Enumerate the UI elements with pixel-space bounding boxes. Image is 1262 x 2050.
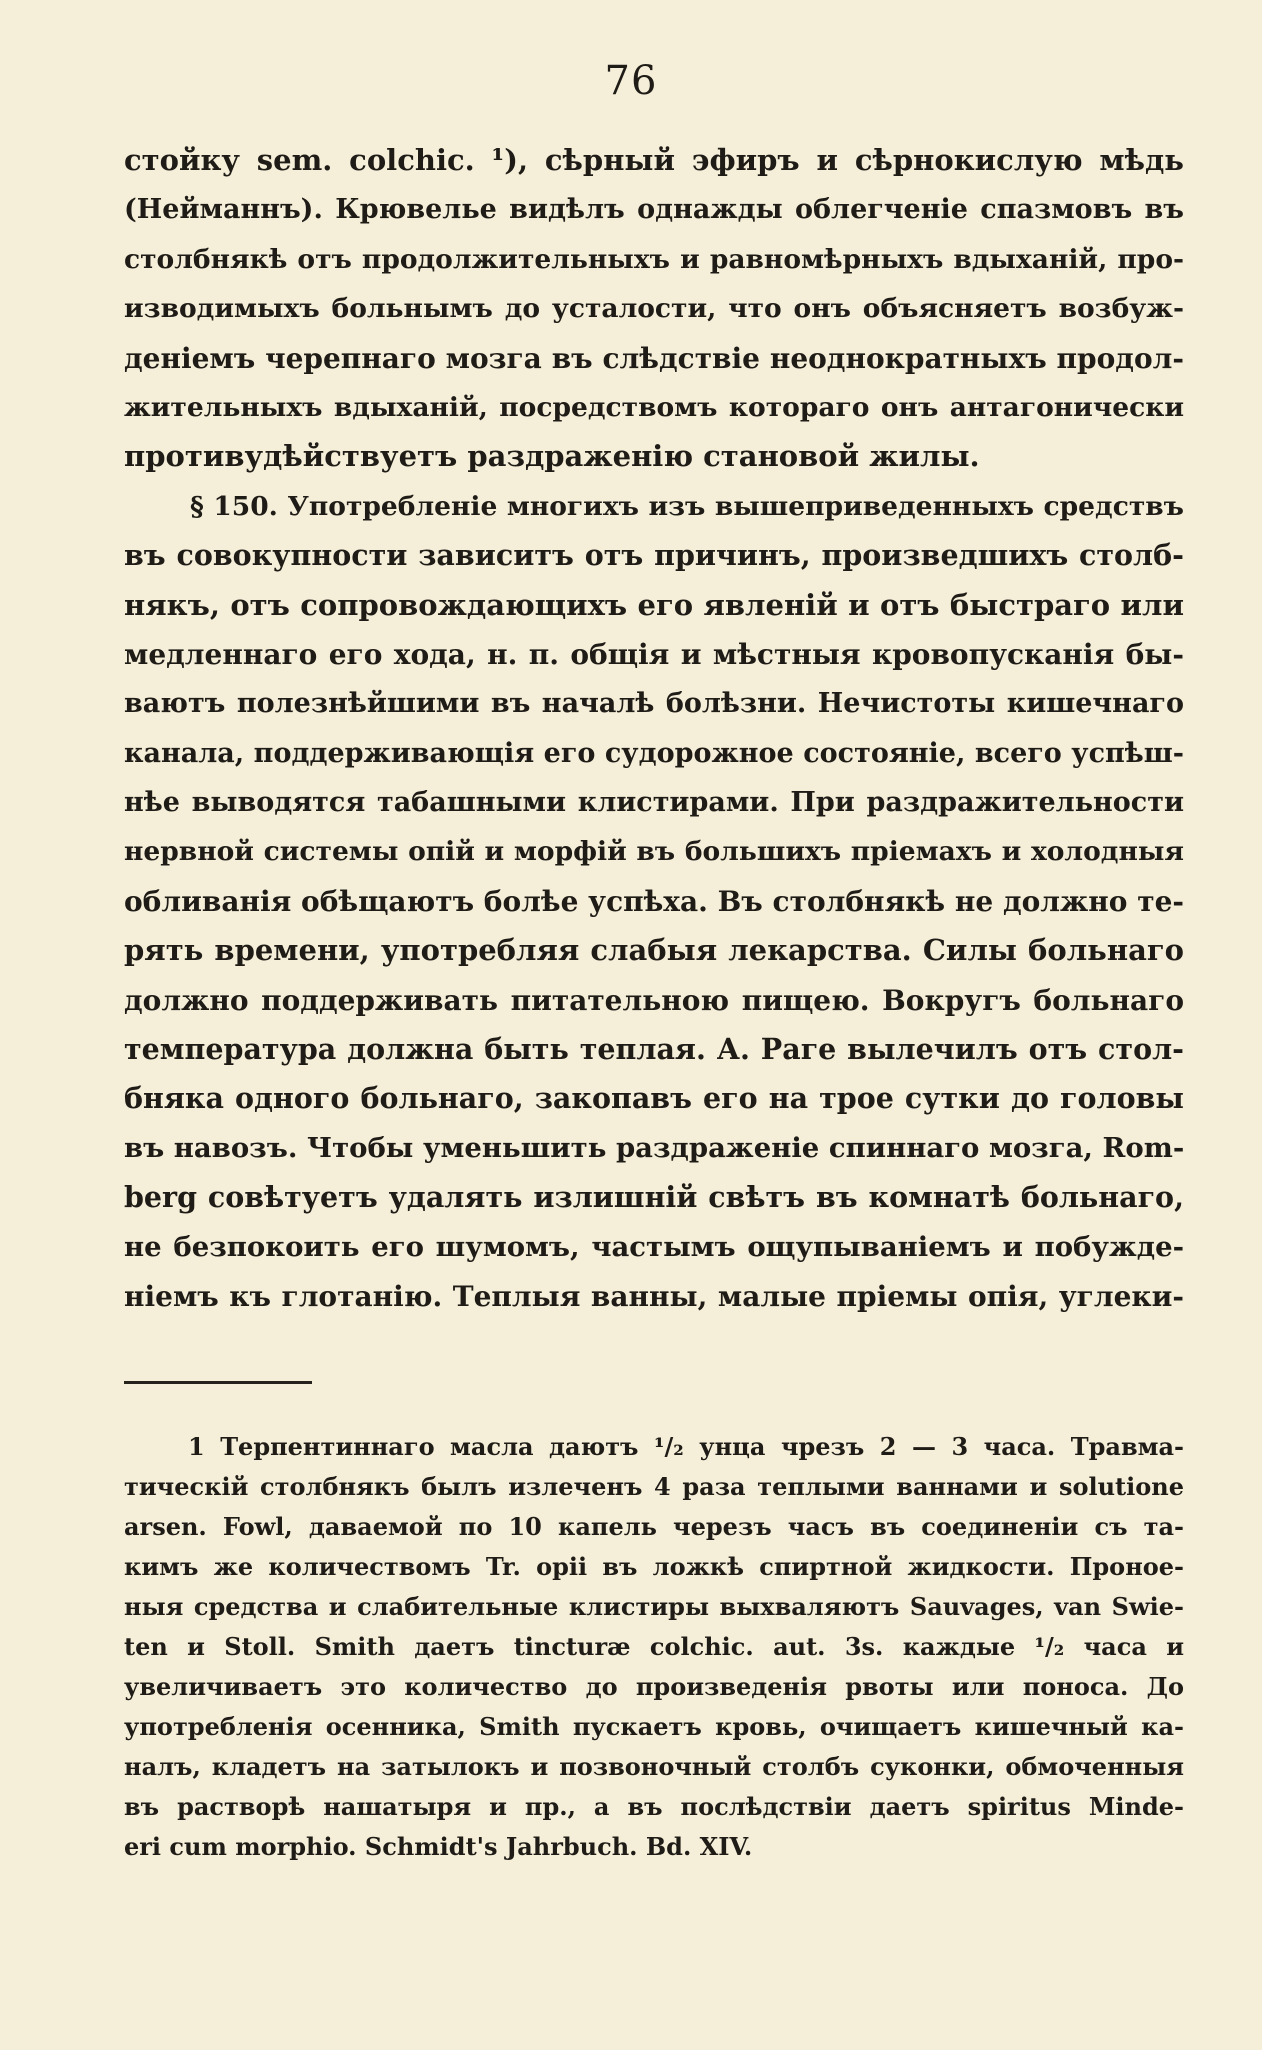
footnote-line: употребленія осенника, Smith пускаетъ кровь, очищаетъ кишечный ка-: [124, 1712, 1184, 1741]
text-line: должно поддерживать питательною пищею. Вокругъ больнаго: [124, 983, 1184, 1017]
text-line: въ совокупности зависитъ отъ причинъ, произведшихъ столб-: [124, 538, 1184, 573]
footnote-line: увеличиваетъ это количество до произведенія рвоты или поноса. До: [124, 1672, 1184, 1701]
footnote-line: кимъ же количествомъ Tr. opii въ ложкѣ спиртной жидкости. Проное-: [124, 1552, 1184, 1581]
footnote-line: eri cum morphio. Schmidt's Jahrbuch. Bd. XIV.: [124, 1832, 753, 1861]
text-line: жительныхъ вдыханій, посредствомъ котораго онъ антагонически: [124, 391, 1184, 423]
main-text: [124, 136, 1184, 1321]
text-line: рять времени, употребляя слабыя лекарства. Силы больнаго: [124, 933, 1184, 968]
footnote-line: 1 Терпентиннаго масла даютъ ¹/₂ унца чрезъ 2 — 3 часа. Травма-: [188, 1432, 1184, 1461]
footnote-line: тическій столбнякъ былъ излеченъ 4 раза теплыми ваннами и solutione: [124, 1472, 1184, 1501]
footnote-line: ныя средства и слабительные клистиры выхваляютъ Sauvages, van Swie-: [124, 1592, 1184, 1621]
footnote-line: въ растворѣ нашатыря и пр., а въ послѣдствіи даетъ spiritus Minde-: [124, 1792, 1184, 1821]
paragraph-end-line: противудѣйствуетъ раздраженію становой жилы.: [124, 439, 980, 474]
text-line: бняка одного больнаго, закопавъ его на трое сутки до головы: [124, 1081, 1184, 1116]
text-line: деніемъ черепнаго мозга въ слѣдствіе неоднократныхъ продол-: [124, 341, 1184, 375]
text-line: обливанія обѣщаютъ болѣе успѣха. Въ столбнякѣ не должно те-: [124, 884, 1184, 918]
text-line: нѣе выводятся табашными клистирами. При раздражительности: [124, 787, 1184, 819]
text-line: столбнякѣ отъ продолжительныхъ и равномѣрныхъ вдыханій, про-: [124, 243, 1184, 275]
text-line: не безпокоить его шумомъ, частымъ ощупываніемъ и побужде-: [124, 1230, 1184, 1263]
page-number: 76: [604, 58, 658, 104]
text-line: ваютъ полезнѣйшими въ началѣ болѣзни. Нечистоты кишечнаго: [124, 688, 1184, 720]
text-line: медленнаго его хода, н. п. общія и мѣстныя кровопусканія бы-: [124, 637, 1184, 671]
text-line: berg совѣтуетъ удалять излишній свѣтъ въ комнатѣ больнаго,: [124, 1180, 1184, 1215]
section-heading-line: § 150. Употребленіе многихъ изъ вышеприведенныхъ средствъ: [190, 490, 1184, 522]
footnote-line: ten и Stoll. Smith даетъ tincturæ colchic. aut. 3s. каждые ¹/₂ часа и: [124, 1632, 1184, 1661]
text-line: изводимыхъ больнымъ до усталости, что онъ объясняетъ возбуж-: [124, 293, 1184, 325]
text-line: ніемъ къ глотанію. Теплыя ванны, малые пріемы опія, углеки-: [124, 1279, 1184, 1313]
footnote-separator-rule: [124, 1381, 312, 1384]
footnote-line: налъ, кладетъ на затылокъ и позвоночный столбъ суконки, обмоченныя: [124, 1752, 1184, 1781]
text-line: (Нейманнъ). Крювелье видѣлъ однажды облегченіе спазмовъ въ: [124, 194, 1184, 226]
footnotes: [124, 1427, 1184, 1867]
text-line: стойку sem. colchic. ¹), сѣрный эфиръ и сѣрнокислую мѣдь: [124, 143, 1184, 177]
text-line: нервной системы опій и морфій въ большихъ пріемахъ и холодныя: [124, 836, 1184, 868]
text-line: канала, поддерживающія его судорожное состояніе, всего успѣш-: [124, 737, 1184, 769]
footnote-line: arsen. Fowl, даваемой по 10 капель черезъ часъ въ соединеніи съ та-: [124, 1512, 1184, 1541]
text-line: въ навозъ. Чтобы уменьшить раздраженіе спиннаго мозга, Rom-: [124, 1131, 1185, 1164]
text-line: температура должна быть теплая. А. Раге вылечилъ отъ стол-: [124, 1032, 1184, 1067]
text-line: някъ, отъ сопровождающихъ его явленій и отъ быстраго или: [124, 587, 1184, 622]
